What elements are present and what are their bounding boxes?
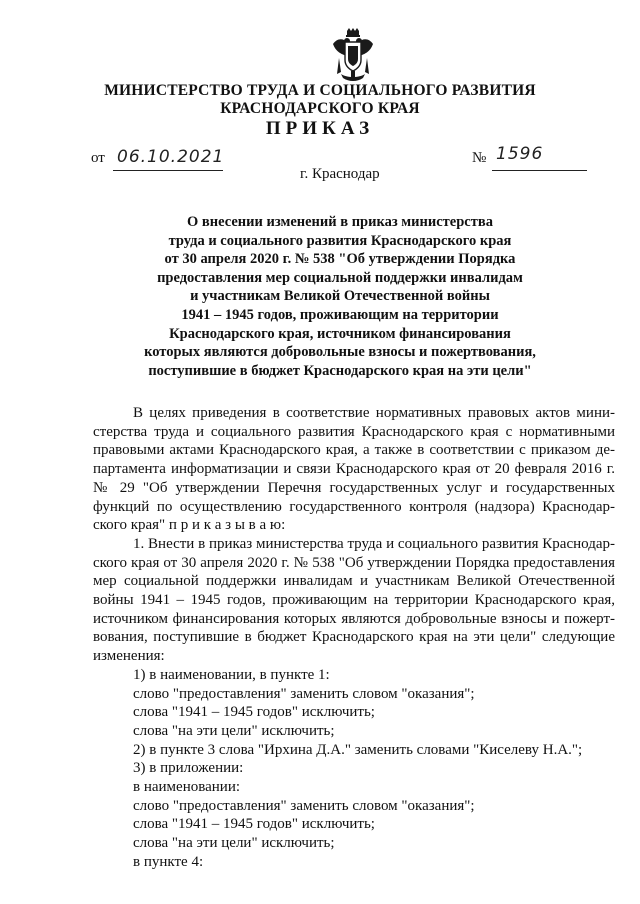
- body-line: в пункте 4:: [133, 853, 204, 870]
- body-line: ского края от 30 апреля 2020 г. № 538 "Об утверждении Порядка предоставления: [93, 554, 615, 571]
- body-line: мер социальной поддержки инвалидам и участникам Великой Отечественной: [93, 573, 615, 590]
- body-line: слова "на эти цели" исключить;: [133, 722, 335, 739]
- body-line: слова "1941 – 1945 годов" исключить;: [133, 816, 375, 833]
- number-underline: [492, 170, 587, 171]
- body-line: слова "1941 – 1945 годов" исключить;: [133, 704, 375, 721]
- body-line: в наименовании:: [133, 779, 241, 796]
- body-line: 2) в пункте 3 слова "Ирхина Д.А." заменить словами "Киселеву Н.А.";: [133, 741, 583, 758]
- body-line: В целях приведения в соответствие нормативных правовых актов мини-: [133, 405, 615, 421]
- date-prefix: от: [91, 150, 105, 166]
- ministry-name-line2: КРАСНОДАРСКОГО КРАЯ: [220, 100, 420, 117]
- body-line: вования, поступившие в бюджет Краснодарского края на эти цели" следующие: [93, 629, 615, 646]
- body-line: 1. Внести в приказ министерства труда и социального развития Краснодар-: [133, 535, 615, 552]
- body-line: стерства труда и социального развития Краснодарского края с нормативными: [93, 423, 615, 440]
- body-line: слова "на эти цели" исключить;: [133, 835, 335, 852]
- title-line: и участникам Великой Отечественной войны: [190, 288, 490, 305]
- date-underline: [113, 170, 223, 171]
- title-line: О внесении изменений в приказ министерства: [187, 214, 493, 230]
- body-line: партамента информатизации и связи Краснодарского края от 20 февраля 2016 г.: [93, 461, 615, 478]
- title-line: предоставления мер социальной поддержки инвалидам: [157, 269, 523, 286]
- ministry-name-line1: МИНИСТЕРСТВО ТРУДА И СОЦИАЛЬНОГО РАЗВИТИЯ: [104, 82, 536, 99]
- body-line: функций по осуществлению государственного контроля (надзора) Краснодар-: [93, 498, 615, 515]
- body-line: слово "предоставления" заменить словом "оказания";: [133, 797, 475, 814]
- title-line: которых являются добровольные взносы и пожертвования,: [144, 344, 536, 361]
- handwritten-date: 06.10.2021: [117, 147, 225, 167]
- body-line: слово "предоставления" заменить словом "оказания";: [133, 685, 475, 702]
- body-line: № 29 "Об утверждении Перечня государственных услуг и государственных: [93, 479, 615, 496]
- body-line: 1) в наименовании, в пункте 1:: [133, 666, 330, 683]
- krasnodar-coat-of-arms-icon: [331, 28, 375, 84]
- title-line: от 30 апреля 2020 г. № 538 "Об утверждении Порядка: [164, 251, 516, 268]
- document-type-heading: ПРИКАЗ: [265, 118, 375, 139]
- order-title: [100, 213, 580, 380]
- title-line: 1941 – 1945 годов, проживающим на территории: [181, 306, 499, 323]
- number-prefix: №: [472, 150, 487, 166]
- city-label: г. Краснодар: [300, 166, 380, 182]
- body-line: изменения:: [93, 648, 165, 665]
- order-body: [93, 404, 615, 872]
- title-line: поступившие в бюджет Краснодарского края на эти цели": [148, 362, 532, 379]
- body-line: правовыми актами Краснодарского края, а также в соответствии с приказом де-: [93, 442, 615, 459]
- body-line: ского края" п р и к а з ы в а ю:: [93, 517, 286, 534]
- body-line: войны 1941 – 1945 годов, проживающим на территории Краснодарского края,: [93, 592, 615, 609]
- handwritten-number: 1596: [496, 144, 544, 164]
- title-line: Краснодарского края, источником финансирования: [169, 325, 511, 342]
- body-line: 3) в приложении:: [133, 760, 244, 777]
- body-line: источником финансирования которых являются добровольные взносы и пожерт-: [93, 610, 615, 627]
- title-line: труда и социального развития Краснодарского края: [168, 232, 512, 249]
